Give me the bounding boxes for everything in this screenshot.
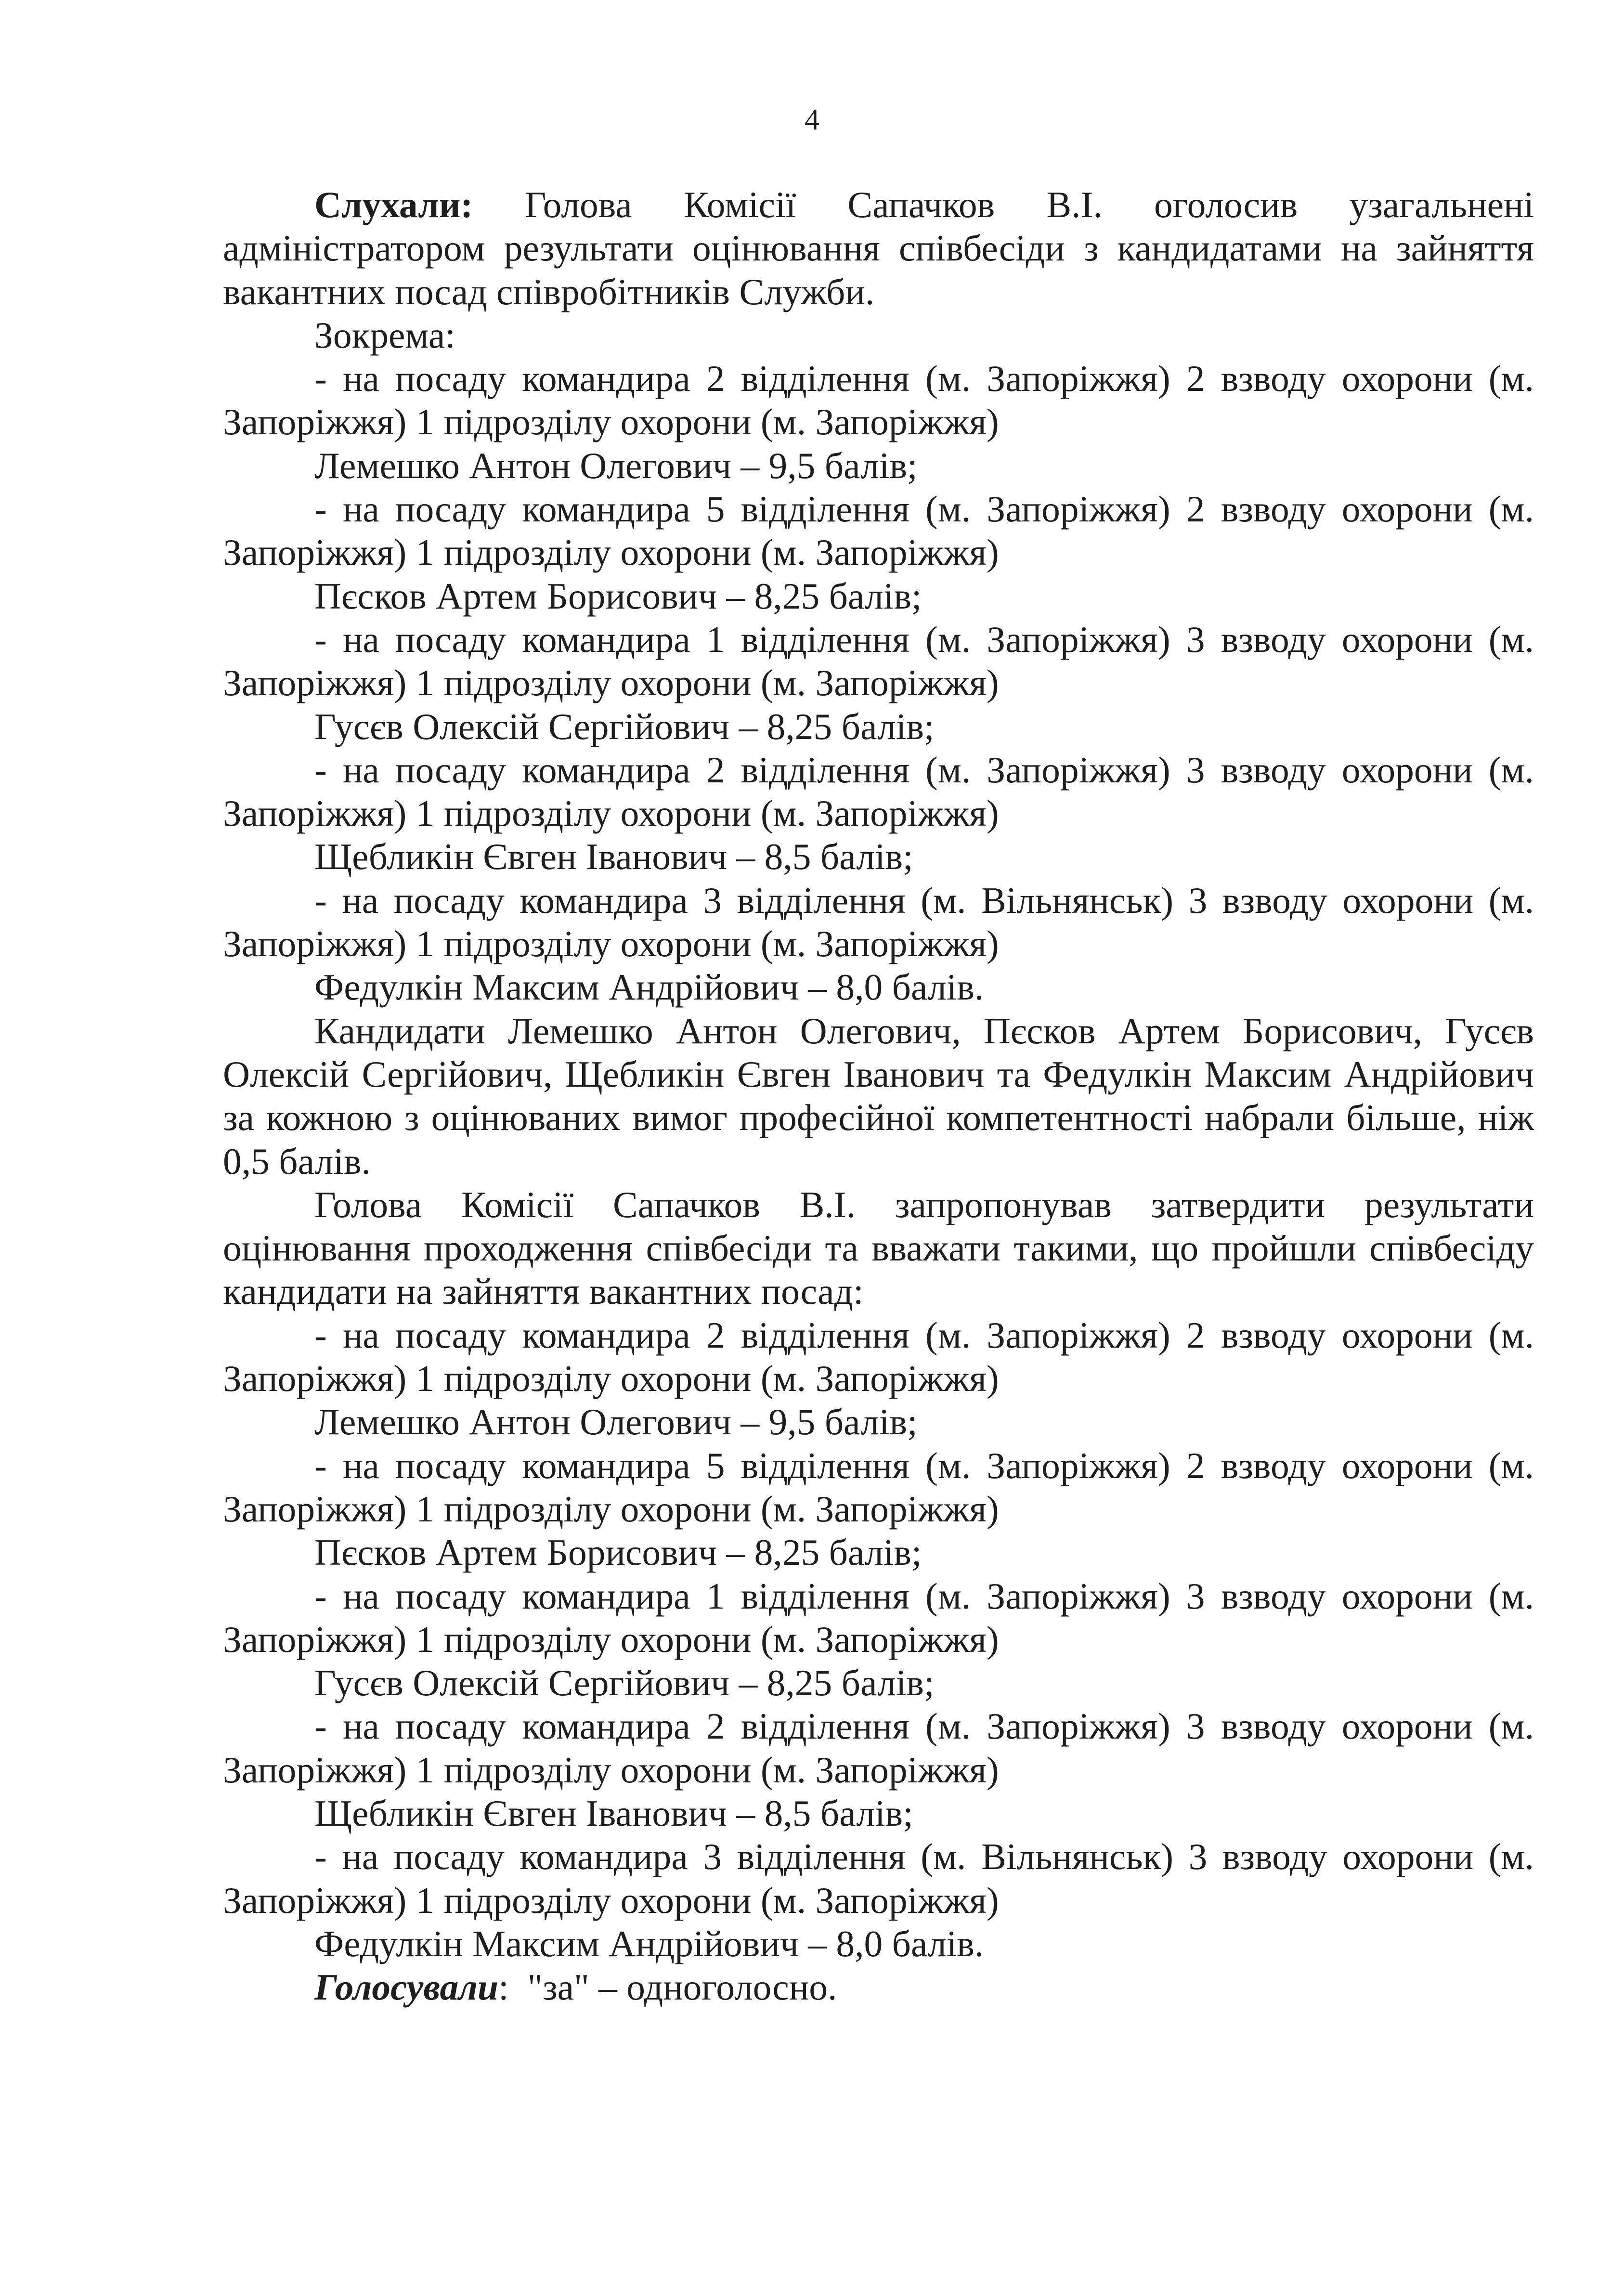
position-line-1: - на посаду командира 5 відділення (м. Запоріжжя) 2 взводу охорони (м.: [314, 1444, 1534, 1486]
result-item: [223, 487, 1534, 618]
position-line-2: Запоріжжя) 1 підрозділу охорони (м. Запоріжжя): [223, 1618, 999, 1660]
position-line-1: - на посаду командира 3 відділення (м. Вільнянськ) 3 взводу охорони (м.: [314, 1836, 1534, 1878]
heard-label: Слухали:: [314, 184, 473, 225]
result-item: [223, 748, 1534, 879]
position-line-1: - на посаду командира 3 відділення (м. Вільнянськ) 3 взводу охорони (м.: [314, 879, 1534, 921]
vote-result: "за" – одноголосно.: [508, 1966, 837, 2008]
zokrema-line: Зокрема:: [314, 314, 455, 356]
candidate-score: Пєсков Артем Борисович – 8,25 балів;: [314, 1532, 922, 1573]
position-line-2: Запоріжжя) 1 підрозділу охорони (м. Запоріжжя): [223, 792, 999, 834]
position-line-1: - на посаду командира 1 відділення (м. Запоріжжя) 3 взводу охорони (м.: [314, 618, 1534, 660]
position-line-2: Запоріжжя) 1 підрозділу охорони (м. Запоріжжя): [223, 532, 999, 573]
vote-label: Голосували: [314, 1966, 499, 2008]
approved-item: [223, 1704, 1534, 1835]
candidate-score: Гусєв Олексій Сергійович – 8,25 балів;: [314, 705, 935, 747]
position-line-1: - на посаду командира 1 відділення (м. Запоріжжя) 3 взводу охорони (м.: [314, 1575, 1534, 1617]
position-line-1: - на посаду командира 2 відділення (м. Запоріжжя) 2 взводу охорони (м.: [314, 1314, 1534, 1356]
result-item: [223, 879, 1534, 1009]
heard-paragraph: [223, 183, 1534, 313]
result-item: [223, 618, 1534, 748]
document-body: [223, 183, 1534, 2009]
result-item: [223, 357, 1534, 487]
position-line-2: Запоріжжя) 1 підрозділу охорони (м. Запоріжжя): [223, 1749, 999, 1791]
position-line-1: - на посаду командира 2 відділення (м. Запоріжжя) 3 взводу охорони (м.: [314, 1705, 1534, 1747]
position-line-2: Запоріжжя) 1 підрозділу охорони (м. Запоріжжя): [223, 923, 999, 965]
position-line-1: - на посаду командира 2 відділення (м. Запоріжжя) 3 взводу охорони (м.: [314, 749, 1534, 791]
heard-text: Голова Комісії Сапачков В.І. оголосив узагальнені адміністратором результати оцінювання співбесіди з кандидатами на зайняття вакантних посад співробітників Служби.: [223, 184, 1534, 312]
approved-item: [223, 1313, 1534, 1444]
position-line-2: Запоріжжя) 1 підрозділу охорони (м. Запоріжжя): [223, 1358, 999, 1400]
position-line-2: Запоріжжя) 1 підрозділу охорони (м. Запоріжжя): [223, 1879, 999, 1921]
vote-line: [223, 1965, 1534, 2009]
candidate-score: Щебликін Євген Іванович – 8,5 балів;: [314, 1792, 913, 1834]
position-line-1: - на посаду командира 5 відділення (м. Запоріжжя) 2 взводу охорони (м.: [314, 488, 1534, 530]
approved-item: [223, 1444, 1534, 1574]
position-line-2: Запоріжжя) 1 підрозділу охорони (м. Запоріжжя): [223, 1488, 999, 1530]
candidate-score: Щебликін Євген Іванович – 8,5 балів;: [314, 836, 913, 878]
page-number: 4: [805, 104, 819, 136]
position-line-2: Запоріжжя) 1 підрозділу охорони (м. Запоріжжя): [223, 401, 999, 443]
position-line-1: - на посаду командира 2 відділення (м. Запоріжжя) 2 взводу охорони (м.: [314, 358, 1534, 400]
approved-item: [223, 1835, 1534, 1965]
candidates-statement: Кандидати Лемешко Антон Олегович, Пєсков Артем Борисович, Гусєв Олексій Сергійович, Щебликін Євген Іванович та Федулкін Максим Андрійович за кожною з оцінюваних вимог професійної компетентності набрали більше, ніж 0,5 балів.: [223, 1010, 1534, 1182]
vote-colon: :: [498, 1966, 509, 2008]
candidate-score: Федулкін Максим Андрійович – 8,0 балів.: [314, 966, 984, 1008]
candidate-score: Федулкін Максим Андрійович – 8,0 балів.: [314, 1922, 984, 1964]
approved-item: [223, 1574, 1534, 1705]
candidate-score: Гусєв Олексій Сергійович – 8,25 балів;: [314, 1662, 935, 1704]
results-list: [223, 357, 1534, 1009]
candidate-score: Пєсков Артем Борисович – 8,25 балів;: [314, 575, 922, 617]
proposal-paragraph: Голова Комісії Сапачков В.І. запропонував затвердити результати оцінювання проходження співбесіди та вважати такими, що пройшли співбесіду кандидати на зайняття вакантних посад:: [223, 1183, 1534, 1312]
position-line-2: Запоріжжя) 1 підрозділу охорони (м. Запоріжжя): [223, 662, 999, 704]
candidate-score: Лемешко Антон Олегович – 9,5 балів;: [314, 1401, 918, 1443]
approved-list: [223, 1313, 1534, 1965]
candidate-score: Лемешко Антон Олегович – 9,5 балів;: [314, 444, 918, 486]
